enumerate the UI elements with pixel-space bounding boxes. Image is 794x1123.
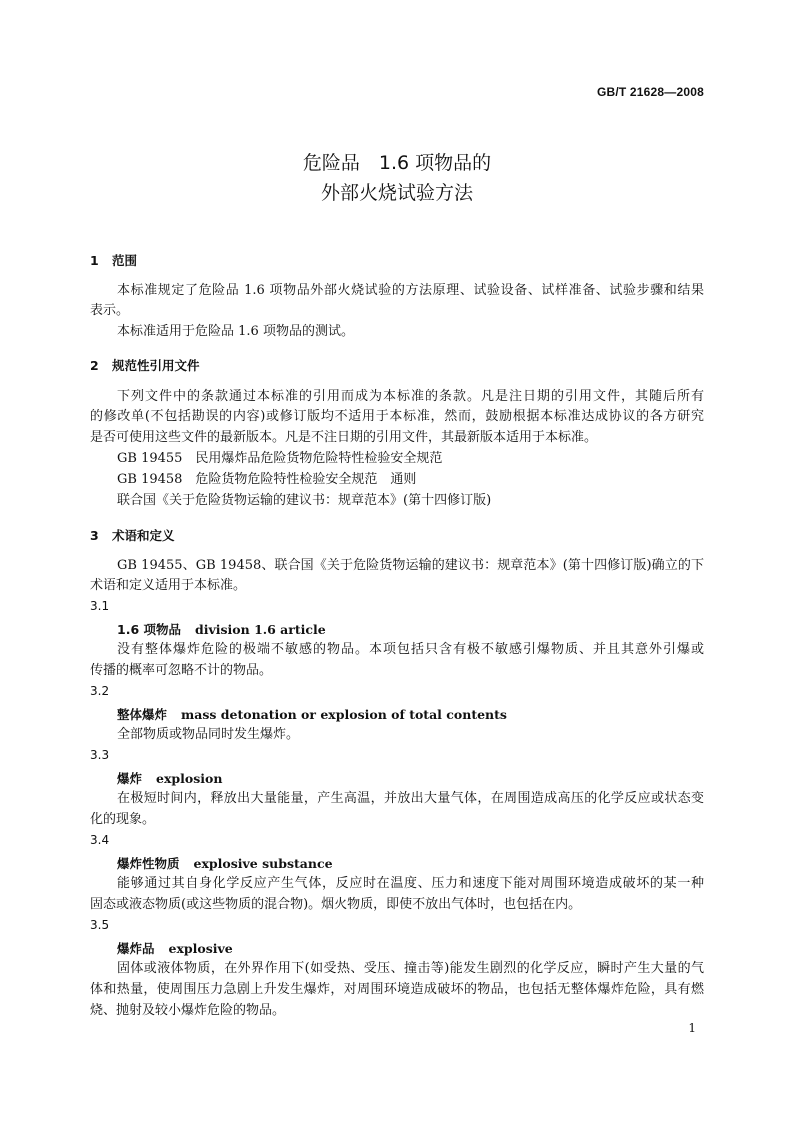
term-zh: 爆炸 bbox=[117, 771, 143, 786]
paragraph-line: 表示。 bbox=[90, 303, 130, 318]
term-en: division 1.6 article bbox=[195, 622, 326, 637]
definition-line: 能够通过其自身化学反应产生气体，反应时在温度、压力和速度下能对周围环境造成破坏的某一种 bbox=[117, 876, 704, 891]
definition-line: 全部物质或物品同时发生爆炸。 bbox=[117, 727, 300, 742]
definition-line: 烧、抛射及较小爆炸危险的物品。 bbox=[90, 1003, 286, 1018]
section-number: 3 bbox=[90, 528, 99, 543]
term-entry bbox=[117, 620, 326, 638]
section-heading-normative-references bbox=[90, 356, 200, 374]
clause-number: 3.3 bbox=[90, 748, 110, 762]
paragraph-line: 本标准规定了危险品 1.6 项物品外部火烧试验的方法原理、试验设备、试样准备、试验步骤和结果 bbox=[117, 283, 704, 298]
term-en: explosive bbox=[168, 941, 233, 956]
paragraph-line: 的修改单(不包括勘误的内容)或修订版均不适用于本标准，然而，鼓励根据本标准达成协议的各方研究 bbox=[90, 409, 704, 424]
clause-number: 3.5 bbox=[90, 918, 110, 932]
definition-line: 体和热量，使周围压力急剧上升发生爆炸，对周围环境造成破坏的物品，也包括无整体爆炸危险，具有燃 bbox=[90, 982, 704, 997]
standard-code: GB/T 21628—2008 bbox=[596, 85, 704, 99]
term-en: mass detonation or explosion of total contents bbox=[181, 707, 507, 722]
document-title-line2: 外部火烧试验方法 bbox=[320, 182, 473, 204]
term-entry bbox=[117, 705, 507, 723]
definition-line: 在极短时间内，释放出大量能量，产生高温，并放出大量气体，在周围造成高压的化学反应或状态变 bbox=[117, 791, 704, 806]
page-number: 1 bbox=[688, 1021, 696, 1035]
definition-line: 化的现象。 bbox=[90, 812, 156, 827]
term-en: explosion bbox=[156, 771, 223, 786]
section-number: 2 bbox=[90, 358, 99, 373]
document-title-line1: 危险品 1.6 项物品的 bbox=[302, 152, 492, 174]
term-zh: 爆炸品 bbox=[117, 941, 155, 956]
paragraph-line: GB 19455、GB 19458、联合国《关于危险货物运输的建议书：规章范本》(第十四修订版)确立的下 bbox=[117, 558, 704, 573]
paragraph-line: 术语和定义适用于本标准。 bbox=[90, 578, 247, 593]
term-entry bbox=[117, 854, 333, 872]
clause-number: 3.2 bbox=[90, 684, 110, 698]
section-heading-terms-definitions bbox=[90, 526, 175, 544]
term-entry bbox=[117, 769, 222, 787]
paragraph-line: 是否可使用这些文件的最新版本。凡是不注日期的引用文件，其最新版本适用于本标准。 bbox=[90, 430, 598, 445]
section-number: 1 bbox=[90, 253, 99, 268]
reference-item: GB 19455 民用爆炸品危险货物危险特性检验安全规范 bbox=[117, 451, 443, 466]
term-zh: 爆炸性物质 bbox=[117, 856, 180, 871]
section-title: 规范性引用文件 bbox=[112, 358, 200, 373]
section-title: 范围 bbox=[112, 253, 138, 268]
definition-line: 传播的概率可忽略不计的物品。 bbox=[90, 663, 273, 678]
clause-number: 3.1 bbox=[90, 599, 110, 613]
reference-item: GB 19458 危险货物危险特性检验安全规范 通则 bbox=[117, 472, 417, 487]
section-heading-scope bbox=[90, 251, 137, 269]
definition-line: 没有整体爆炸危险的极端不敏感的物品。本项包括只含有极不敏感引爆物质、并且其意外引爆或 bbox=[117, 642, 704, 657]
paragraph-line: 下列文件中的条款通过本标准的引用而成为本标准的条款。凡是注日期的引用文件，其随后所有 bbox=[117, 389, 704, 404]
paragraph-line: 本标准适用于危险品 1.6 项物品的测试。 bbox=[117, 324, 354, 339]
definition-line: 固态或液态物质(或这些物质的混合物)。烟火物质，即使不放出气体时，也包括在内。 bbox=[90, 897, 582, 912]
term-entry bbox=[117, 939, 233, 957]
term-en: explosive substance bbox=[193, 856, 333, 871]
reference-item: 联合国《关于危险货物运输的建议书：规章范本》(第十四修订版) bbox=[117, 493, 492, 508]
clause-number: 3.4 bbox=[90, 833, 110, 847]
section-title: 术语和定义 bbox=[112, 528, 175, 543]
term-zh: 整体爆炸 bbox=[117, 707, 168, 722]
term-zh: 1.6 项物品 bbox=[117, 622, 181, 637]
definition-line: 固体或液体物质，在外界作用下(如受热、受压、撞击等)能发生剧烈的化学反应，瞬时产生大量的气 bbox=[117, 961, 704, 976]
